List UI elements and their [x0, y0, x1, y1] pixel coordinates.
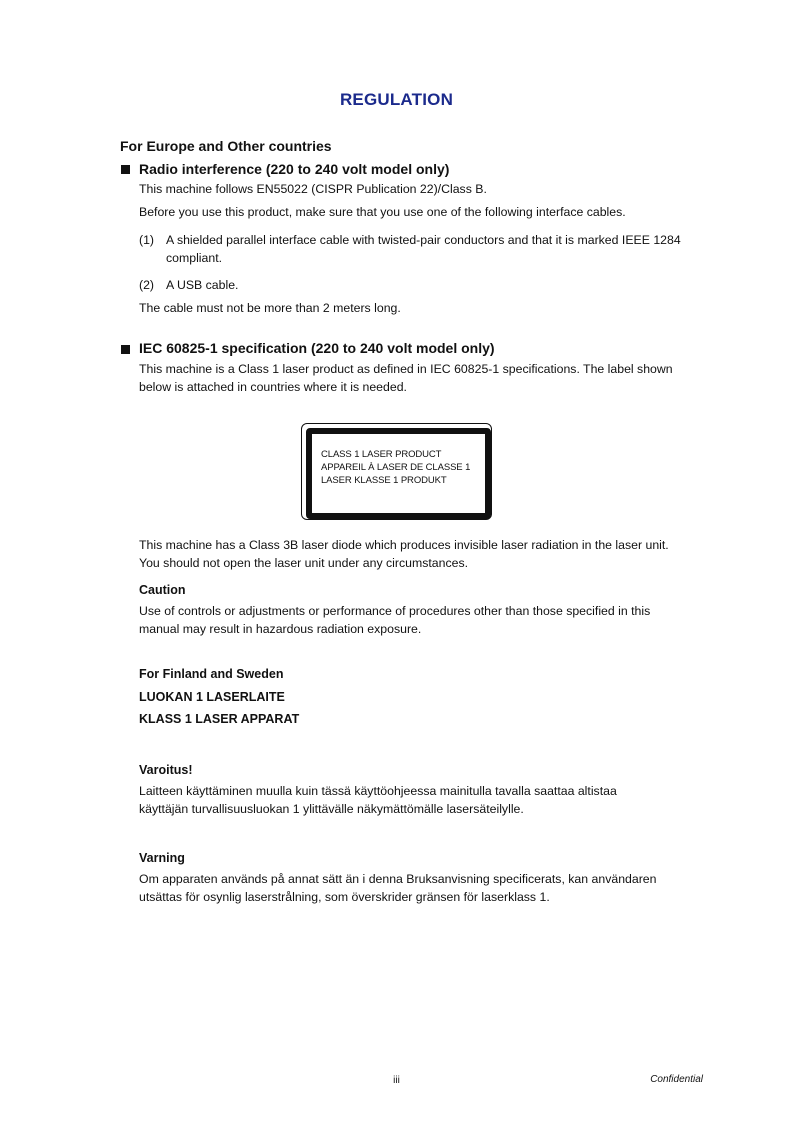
list-item-number-2: (2): [139, 278, 155, 292]
radio-paragraph-1: This machine follows EN55022 (CISPR Publication 22)/Class B.: [139, 182, 487, 196]
laser-label-border: [306, 428, 491, 519]
finland-sweden-heading: For Finland and Sweden: [139, 667, 284, 681]
caution-text: Use of controls or adjustments or performance of procedures other than those specified in this manual may result in hazardous radiation exposure.: [139, 604, 651, 636]
varoitus-heading: Varoitus!: [139, 763, 193, 777]
laser-label-line-2: APPAREIL À LASER DE CLASSE 1: [321, 462, 471, 473]
finnish-laser-class: LUOKAN 1 LASERLAITE: [139, 690, 285, 704]
radio-interference-heading: Radio interference (220 to 240 volt model only): [139, 161, 450, 177]
caution-heading: Caution: [139, 583, 186, 597]
varning-heading: Varning: [139, 851, 185, 865]
swedish-laser-class: KLASS 1 LASER APPARAT: [139, 712, 300, 726]
varning-text: Om apparaten används på annat sätt än i denna Bruksanvisning specificerats, kan användaren utsättas för osynlig laserstrålning, som överskrider gränsen för laserklass 1.: [139, 872, 657, 904]
iec-paragraph-2: This machine has a Class 3B laser diode which produces invisible laser radiation in the laser unit. You should not open the laser unit under any circumstances.: [139, 538, 669, 570]
iec-paragraph-1: This machine is a Class 1 laser product as defined in IEC 60825-1 specifications. The label shown below is attached in countries where it is needed.: [139, 362, 673, 394]
list-item-text-1: A shielded parallel interface cable with twisted-pair conductors and that it is marked IEEE 1284 compliant.: [166, 233, 681, 265]
iec-heading: IEC 60825-1 specification (220 to 240 volt model only): [139, 340, 495, 356]
page-title: REGULATION: [339, 90, 454, 109]
laser-label-text: [321, 448, 470, 487]
confidential-note: Confidential: [650, 1074, 703, 1085]
varoitus-text: Laitteen käyttäminen muulla kuin tässä käyttöohjeessa mainitulla tavalla saattaa altistaa käyttäjän turvallisuusluokan 1 ylittävälle näkymättömälle lasersäteilylle.: [139, 784, 617, 816]
list-item-text-2: A USB cable.: [166, 278, 239, 292]
bullet-square: [121, 165, 130, 174]
list-item-number-1: (1): [139, 233, 155, 247]
radio-paragraph-2: Before you use this product, make sure that you use one of the following interface cables.: [139, 205, 626, 219]
radio-paragraph-3: The cable must not be more than 2 meters long.: [139, 301, 401, 315]
laser-label-line-3: LASER KLASSE 1 PRODUKT: [321, 475, 447, 486]
bullet-square: [121, 345, 130, 354]
page-number: iii: [393, 1075, 400, 1086]
laser-label: [301, 423, 492, 520]
laser-label-line-1: CLASS 1 LASER PRODUCT: [321, 449, 442, 460]
section-heading-europe: For Europe and Other countries: [120, 138, 332, 154]
